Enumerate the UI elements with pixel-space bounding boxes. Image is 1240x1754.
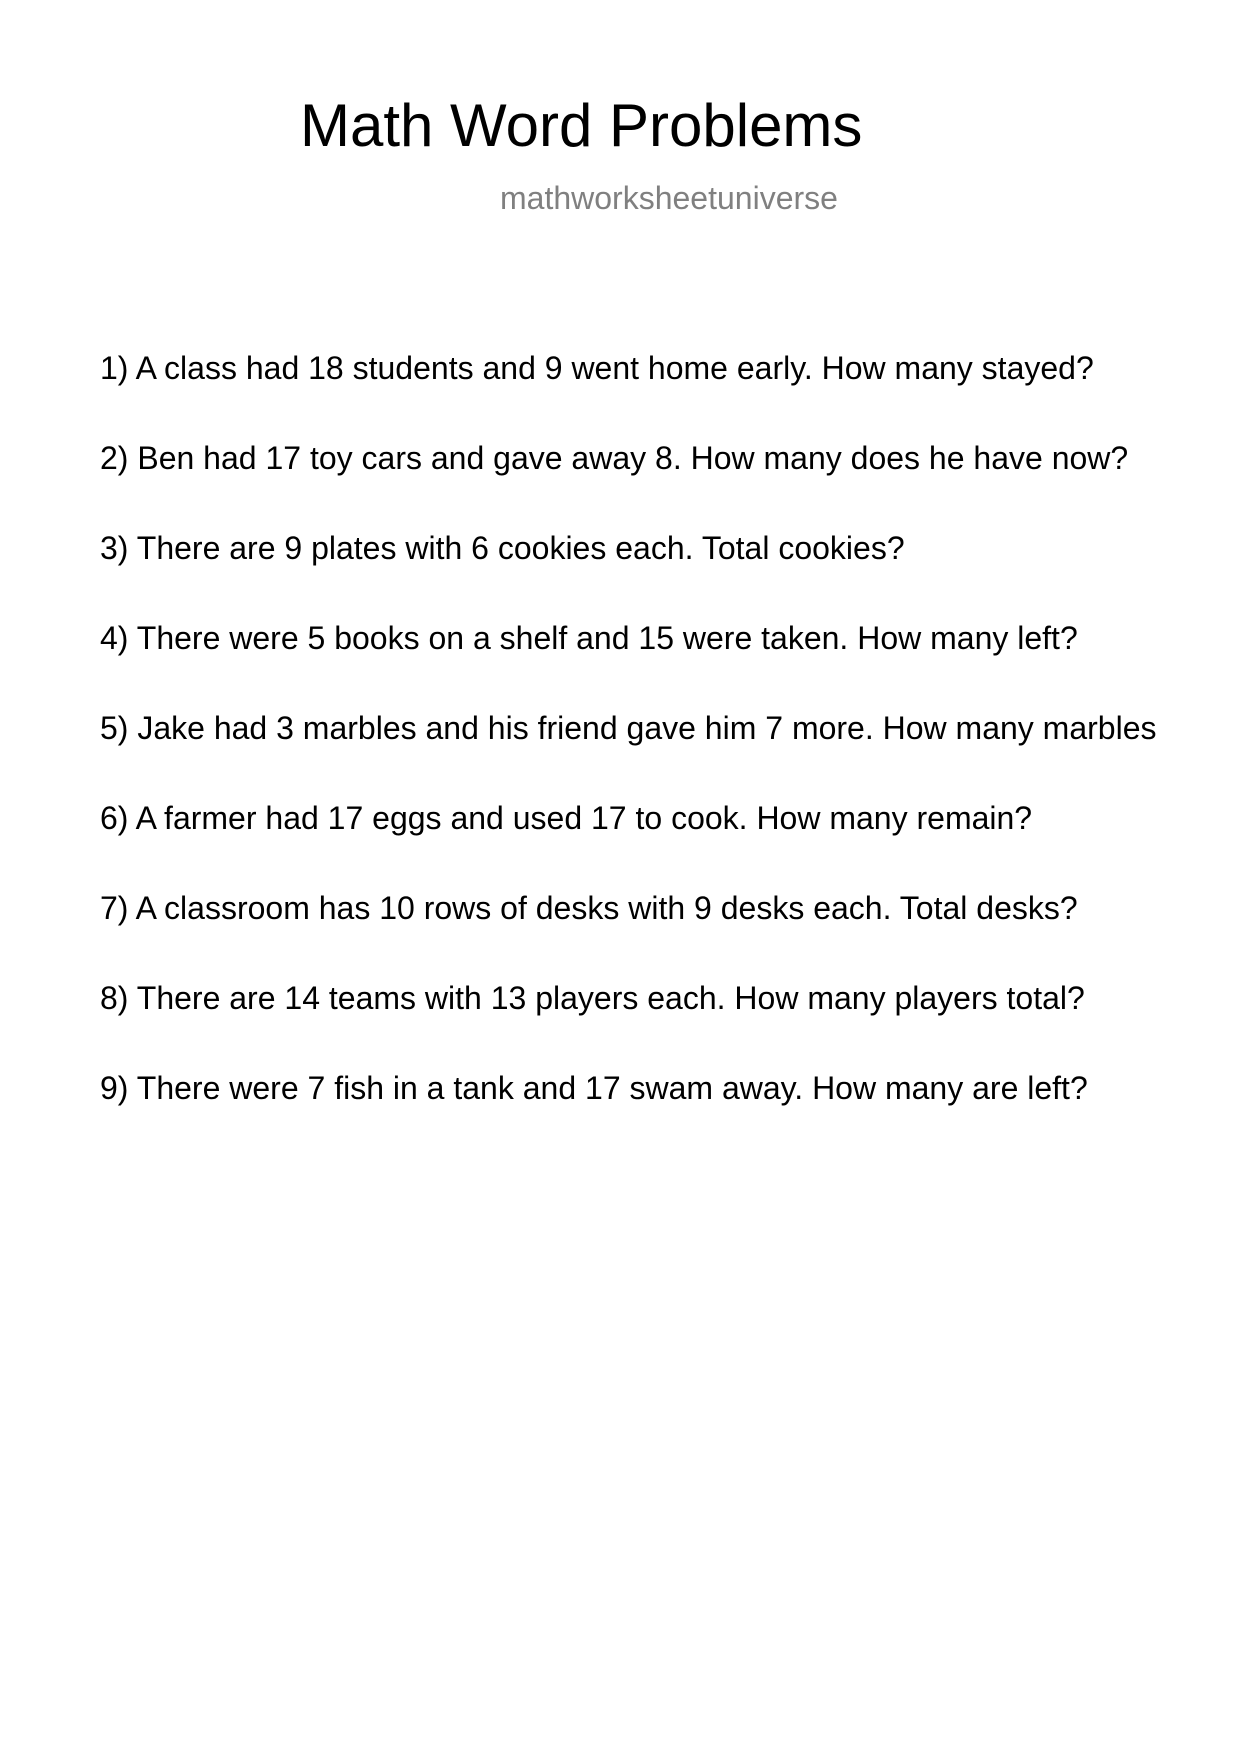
problem-number: 3)	[100, 530, 129, 566]
problem-item	[100, 798, 1240, 888]
problem-text: A classroom has 10 rows of desks with 9 desks each. Total desks?	[135, 890, 1078, 926]
problem-number: 1)	[100, 350, 129, 386]
problem-number: 2)	[100, 440, 129, 476]
source-label: mathworksheetuniverse	[500, 180, 838, 216]
problem-text: Ben had 17 toy cars and gave away 8. How many does he have now?	[137, 440, 1129, 476]
problem-number: 4)	[100, 620, 129, 656]
problem-number: 5)	[100, 710, 129, 746]
problem-text: A farmer had 17 eggs and used 17 to cook. How many remain?	[135, 800, 1033, 836]
problem-number: 6)	[100, 800, 129, 836]
problem-item	[100, 528, 1240, 618]
page-title: Math Word Problems	[300, 92, 863, 159]
problem-text: There are 14 teams with 13 players each. How many players total?	[136, 980, 1085, 1016]
problem-list	[100, 348, 1240, 1158]
problem-text: Jake had 3 marbles and his friend gave him 7 more. How many marbles	[137, 710, 1157, 746]
problem-item	[100, 708, 1240, 798]
problem-item	[100, 1068, 1240, 1158]
problem-item	[100, 888, 1240, 978]
problem-number: 9)	[100, 1070, 129, 1106]
problem-item	[100, 618, 1240, 708]
problem-number: 7)	[100, 890, 129, 926]
problem-item	[100, 438, 1240, 528]
problem-text: There were 7 fish in a tank and 17 swam away. How many are left?	[136, 1070, 1088, 1106]
problem-number: 8)	[100, 980, 129, 1016]
problem-text: There are 9 plates with 6 cookies each. Total cookies?	[136, 530, 905, 566]
problem-text: There were 5 books on a shelf and 15 were taken. How many left?	[136, 620, 1078, 656]
problem-item	[100, 348, 1240, 438]
problem-text: A class had 18 students and 9 went home early. How many stayed?	[135, 350, 1094, 386]
problem-item	[100, 978, 1240, 1068]
